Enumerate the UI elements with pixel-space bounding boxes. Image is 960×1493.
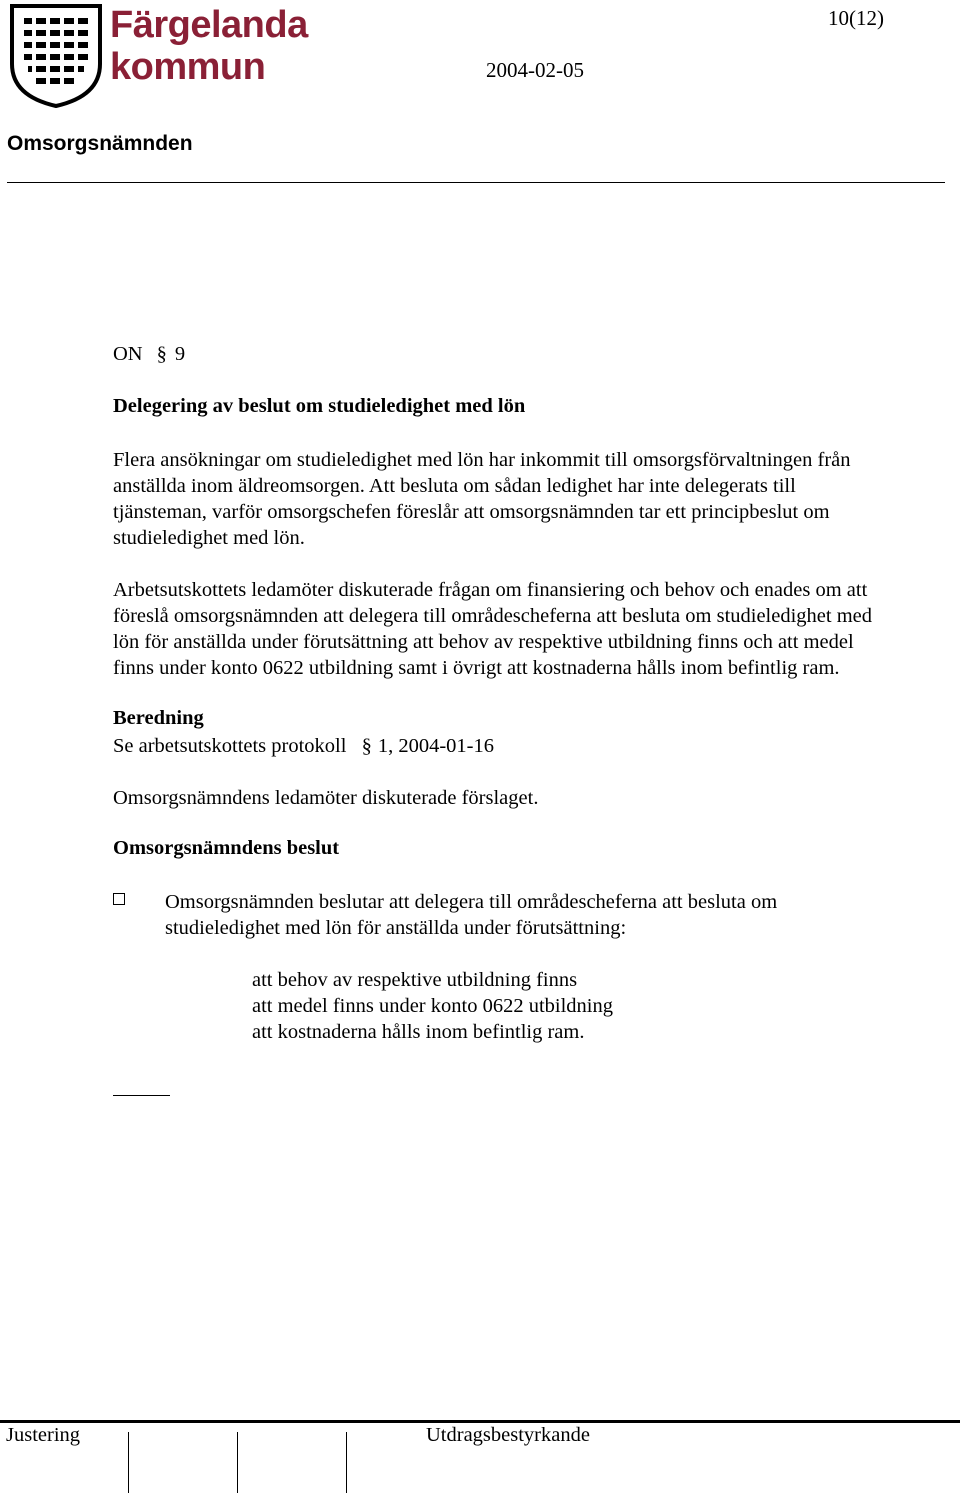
paragraph-sign: § bbox=[361, 735, 372, 757]
section-prefix: ON bbox=[113, 343, 143, 365]
beredning-reference: Se arbetsutskottets protokoll § 1, 2004-01-16 bbox=[113, 735, 494, 757]
section-number: 9 bbox=[174, 343, 186, 365]
header-divider bbox=[7, 182, 945, 183]
decision-text: Omsorgsnämnden beslutar att delegera till områdescheferna att besluta om studieledighet med lön för anställda under förutsättning: bbox=[165, 891, 778, 939]
checkbox-bullet-icon bbox=[113, 893, 125, 905]
decision-conditions bbox=[252, 967, 613, 1045]
page-number: 10(12) bbox=[828, 6, 884, 30]
paragraph-background: Flera ansökningar om studieledighet med lön har inkommit till omsorgsförvaltningen från anställda inom äldreomsorgen. Att besluta om sådan ledighet har inte delegerats till tjänsteman, varför omsorgschefen föreslår att omsorgsnämnden tar ett principbeslut om studieledighet med lön. bbox=[113, 449, 851, 549]
discussion-text: Omsorgsnämndens ledamöter diskuterade förslaget. bbox=[113, 787, 539, 809]
footer-divider bbox=[0, 1420, 960, 1423]
decision-heading: Omsorgsnämndens beslut bbox=[113, 837, 340, 859]
section-title: Delegering av beslut om studieledighet med lön bbox=[113, 395, 526, 417]
signature-box-divider bbox=[346, 1432, 347, 1493]
committee-name: Omsorgsnämnden bbox=[7, 132, 193, 155]
utdragsbestyrkande-label: Utdragsbestyrkande bbox=[426, 1424, 590, 1446]
logo-wordmark: Färgelanda kommun bbox=[110, 4, 308, 88]
signature-box-divider bbox=[128, 1432, 129, 1493]
signature-box-divider bbox=[237, 1432, 238, 1493]
paragraph-sign: § bbox=[156, 343, 167, 365]
list-item: att kostnaderna hålls inom befintlig ram. bbox=[252, 1021, 585, 1043]
justering-label: Justering bbox=[6, 1424, 81, 1446]
coat-of-arms-icon bbox=[6, 2, 106, 108]
document-date: 2004-02-05 bbox=[486, 58, 584, 82]
list-item: att medel finns under konto 0622 utbildning bbox=[252, 995, 613, 1017]
section-end-rule bbox=[113, 1095, 170, 1096]
section-identifier bbox=[113, 343, 185, 366]
paragraph-working-committee: Arbetsutskottets ledamöter diskuterade frågan om finansiering och behov och enades om att föreslå omsorgsnämnden att delegera till områdescheferna att besluta om studieledighet med lön för anställda under förutsättning att behov av respektive utbildning finns och att medel finns under konto 0622 utbildning samt i övrigt att kostnaderna hålls inom befintlig ram. bbox=[113, 579, 873, 679]
list-item: att behov av respektive utbildning finns bbox=[252, 969, 578, 991]
municipality-logo bbox=[6, 2, 308, 108]
beredning-heading: Beredning bbox=[113, 707, 204, 729]
